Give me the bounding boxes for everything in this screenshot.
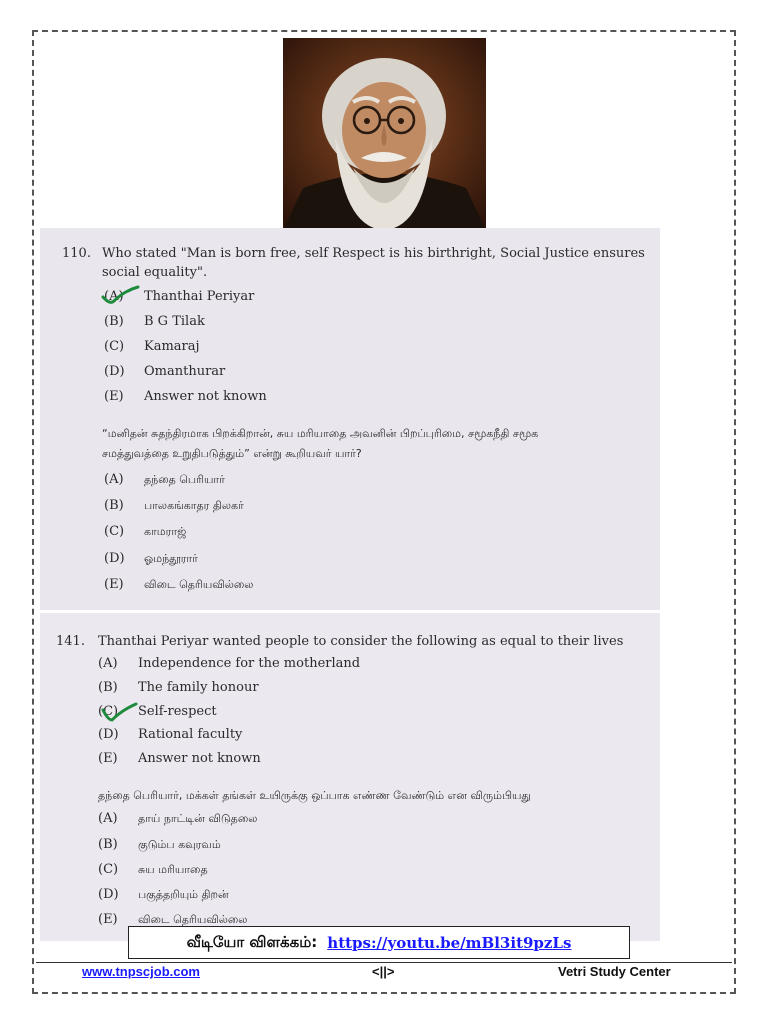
footer-page-marker: <||> bbox=[372, 964, 395, 979]
check-mark-icon bbox=[100, 700, 140, 724]
footer-website-link[interactable]: www.tnpscjob.com bbox=[82, 964, 200, 979]
q141-option-a: (A) Independence for the motherland bbox=[98, 656, 361, 671]
q110-tamil-option-e: (E) விடை தெரியவில்லை bbox=[104, 577, 254, 592]
q110-tamil-option-c: (C) காமராஜ் bbox=[104, 524, 187, 539]
footer-divider bbox=[36, 962, 732, 963]
q110-tamil-option-b: (B) பாலகங்காதர திலகர் bbox=[104, 498, 244, 513]
question-141-tamil-line1: தந்தை பெரியார், மக்கள் தங்கள் உயிருக்கு ஒப்பாக எண்ண வேண்டும் என விரும்பியது bbox=[98, 789, 531, 802]
q141-tamil-option-e: (E) விடை தெரியவில்லை bbox=[98, 912, 248, 927]
periyar-portrait bbox=[283, 38, 486, 230]
video-explanation-box bbox=[128, 926, 630, 959]
question-141-line1: Thanthai Periyar wanted people to consider the following as equal to their lives bbox=[98, 634, 624, 649]
q110-option-e: (E) Answer not known bbox=[104, 389, 267, 404]
q110-option-a: (A) Thanthai Periyar bbox=[104, 289, 255, 304]
check-mark-icon bbox=[100, 285, 140, 307]
question-141-number: 141. bbox=[56, 634, 85, 649]
video-label: வீடியோ விளக்கம்: bbox=[186, 932, 318, 951]
question-110-tamil-line2: சமத்துவத்தை உறுதிபடுத்தும்” என்று கூறியவர் யார்? bbox=[102, 447, 362, 460]
video-link[interactable]: https://youtu.be/mBl3it9pzLs bbox=[327, 933, 572, 952]
q110-option-d: (D) Omanthurar bbox=[104, 364, 226, 379]
q110-option-c: (C) Kamaraj bbox=[104, 339, 200, 354]
question-141-text bbox=[56, 632, 642, 651]
q141-option-e: (E) Answer not known bbox=[98, 751, 261, 766]
q141-option-d: (D) Rational faculty bbox=[98, 727, 243, 742]
q141-tamil-option-c: (C) சுய மரியாதை bbox=[98, 862, 208, 877]
question-110-number: 110. bbox=[62, 246, 91, 261]
q110-tamil-option-a: (A) தந்தை பெரியார் bbox=[104, 472, 225, 487]
question-110-line1: Who stated "Man is born free, self Respect is his birthright, Social Justice ensures bbox=[102, 246, 645, 261]
q141-tamil-option-a: (A) தாய் நாட்டின் விடுதலை bbox=[98, 811, 258, 826]
q141-option-b: (B) The family honour bbox=[98, 680, 259, 695]
question-110-tamil-line1: “மனிதன் சுதந்திரமாக பிறக்கிறான், சுய மரியாதை அவனின் பிறப்புரிமை, சமூகநீதி சமூக bbox=[102, 427, 539, 440]
q110-tamil-option-d: (D) ஓமந்தூரார் bbox=[104, 551, 198, 566]
question-110-text bbox=[62, 244, 648, 263]
q141-tamil-option-b: (B) குடும்ப கவுரவம் bbox=[98, 837, 221, 852]
q110-option-b: (B) B G Tilak bbox=[104, 314, 205, 329]
footer-brand: Vetri Study Center bbox=[558, 964, 671, 979]
q141-tamil-option-d: (D) பகுத்தறியும் திறன் bbox=[98, 887, 229, 902]
question-110-line2: social equality". bbox=[102, 265, 208, 280]
q141-option-c: (C) Self-respect bbox=[98, 704, 217, 719]
